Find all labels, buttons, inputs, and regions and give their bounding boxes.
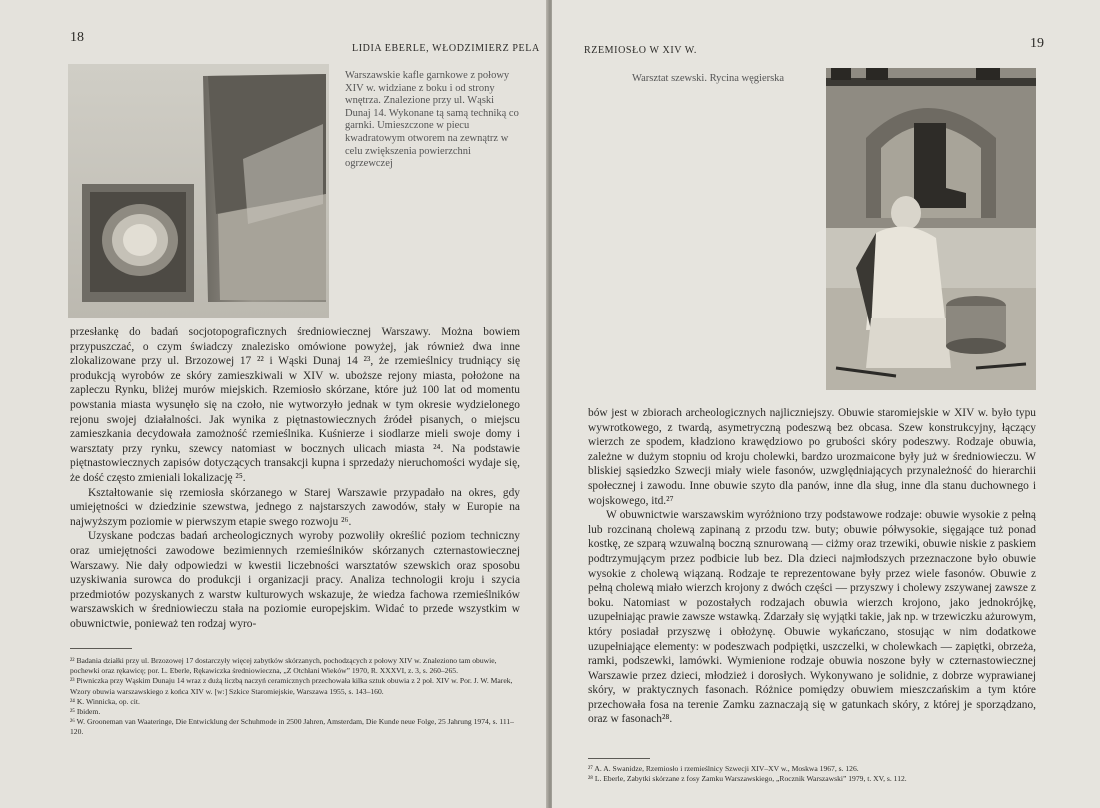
paragraph: Uzyskane podczas badań archeologicznych wyroby pozwoliły określić poziom techniczny oraz umiejętności zawodowe bezimiennych rzemieślników skórzanych czternastowiecznej Warszawy. Nie dały odpowiedzi w kwestii liczebności warsztatów szewskich oraz sposobu uzyskiwania surowca do produkcji i organizacji pracy. Analiza technologii kroju i szycia przedmiotów pozyskanych z warstw kulturowych wskazuje, że wiedza fachowa rzemieślników warszawskich w średniowieczu stała na poziomie europejskim. Widać to przede wszystkim w obuwnictwie, ponieważ ten rodzaj wyro- [70, 530, 520, 630]
footnote: ²⁷ A. A. Swanidze, Rzemiosło i rzemieślnicy Szwecji XIV–XV w., Moskwa 1967, s. 126. [588, 764, 859, 773]
shoemaker-engraving [826, 68, 1036, 390]
left-body-text [70, 325, 520, 631]
page-number-right: 19 [1030, 36, 1044, 51]
right-body-text [588, 406, 1036, 727]
page-number-left: 18 [70, 30, 84, 45]
paragraph: Kształtowanie się rzemiosła skórzanego w Starej Warszawie przypadało na okres, gdy umiejętności w dziedzinie szewstwa, jednego z najstarszych zawodów, stały w Europie na najwyższym poziomie w pierwszym etapie swego rozwoju ²⁶. [70, 486, 520, 528]
paragraph: W obuwnictwie warszawskim wyróżniono trzy podstawowe rodzaje: obuwie wysokie z pełną lub rozcinaną cholewą zapinaną z przodu tzw. buty; obuwie półwysokie, sięgające tuż ponad kostkę, ze szparą wzuwalną boczną sznurowaną — ciżmy oraz trzewiki, obuwie niskie z paskiem podtrzymującym przez podbicie lub bez. Dla dzieci najmłodszych przeznaczone było obuwie wysokie z cholewą wiązaną. Rodzaje te reprezentowane były przez wiele fasonów. Obuwie z pełną cholewą miało wierzch krojony z dwóch części — przyszwy i cholewy zszywanej zawsze z boku. Natomiast w pozostałych rodzajach obuwia wierzch krojono, jako jednokrójkę, uzupełniając prawie zawsze wstawką. Zdarzały się wyjątki takie, jak np. w trzewiczku ażurowym, który posiadał przyszwę i obłożynę. Obuwie wykańczano, stosując w nim dodatkowe uzupełniające elementy: w podeszwach podpiętki, uszczelki, w cholewkach — zapiętki, obrzeża, ramki, podszewki, lamówki. Wymienione rodzaje obuwia noszone były w czternastowiecznej Warszawie przez dzieci, młodzież i dorosłych. Wykonywano je solidnie, z dobrze wyprawianej skóry, w praktycznych fasonach. Różnice pomiędzy obuwiem mieszczańskim a tym które przechowała fosa na terenie Zamku zaznaczają się w gatunkach skóry, z której je sporządzano, oraz w fasonach²⁸. [588, 509, 1036, 726]
tiles-photo [68, 64, 329, 318]
left-footnotes [70, 656, 520, 738]
running-head-left: LIDIA EBERLE, WŁODZIMIERZ PELA [352, 43, 540, 54]
footnote: ²⁵ Ibidem. [70, 707, 101, 717]
tiles-caption: Warszawskie kafle garnkowe z połowy XIV w. widziane z boku i od strony wnętrza. Znalezione przy ul. Wąski Dunaj 14. Wykonane tą samą techniką co garnki. Umieszczone w piecu kwadratowym otworem na zewnątrz w celu zwiększenia powierzchni ogrzewczej [345, 70, 519, 170]
right-page [552, 0, 1100, 808]
footnote: ²⁴ K. Winnicka, op. cit. [70, 696, 140, 706]
engraving-caption: Warsztat szewski. Rycina węgierska [632, 73, 785, 84]
footnote-rule [70, 648, 132, 649]
right-footnotes [588, 764, 1036, 784]
paragraph: bów jest w zbiorach archeologicznych najliczniejszy. Obuwie staromiejskie w XIV w. było typu wywrotkowego, z twardą, asymetryczną podeszwą bez obcasa. Szew konstrukcyjny, łączący wierzch ze spodem, kładziono krawędziowo po grubości skóry podeszwy. Rodzaje obuwia, zależne w dużym stopniu od kroju cholewki, bardzo urozmaicone były już w średniowieczu. W bliskiej sąsiedzko Szwecji miały wiele fasonów, uzwględniających przynależność do hierarchii społecznej i zawodu. Inne obuwie szyto dla panów, inne dla sług, inne dla stanu duchownego i wojskowego, itd.²⁷ [588, 407, 1036, 507]
left-page [0, 0, 548, 808]
footnote: ²² Badania działki przy ul. Brzozowej 17 dostarczyły więcej zabytków skórzanych, pochodzących z połowy XIV w. Znaleziono tam obuwie, pochewki oraz rękawicę; por. L. Eberle, Rękawiczka średniowieczna, „Z Otchłani Wieków” 1970, R. XXXVI, z. 3, s. 260–265. [70, 656, 497, 676]
footnote-rule [588, 758, 650, 759]
paragraph: przesłankę do badań socjotopograficznych średniowiecznej Warszawy. Można bowiem przypuszczać, o czym świadczy znalezisko omówione powyżej, jak również dwa inne zlokalizowane przy ul. Brzozowej 17 ²² i Wąski Dunaj 14 ²³, że rzemieślnicy trudniący się produkcją wyrobów ze skóry zamieszkiwali w XIV w. uboższe rejony miasta, położone na zapleczu Rynku, bliżej murów miejskich. Rzemiosło skórzane, które już 100 lat od momentu powstania miasta wysunęło się na czoło, nie wytworzyło jednak w tym okresie wydzielonego rejonu swojej działalności. Jak wynika z piętnastowiecznych źródeł pisanych, o miejscu zamieszkania decydowała zamożność rzemieślnika. Kuśnierze i siodlarze mieli swoje domy i warsztaty przy rynku, szewcy natomiast w bocznych ulicach miasta ²⁴. Na podstawie piętnastowiecznych zapisów dotyczących transakcji kupna i sprzedaży nieruchomości wydaje się, że dość często zmieniali lokalizację ²⁵. [70, 326, 520, 484]
running-head-right: RZEMIOSŁO W XIV W. [584, 45, 698, 56]
footnote: ²³ Piwniczka przy Wąskim Dunaju 14 wraz z dużą liczbą naczyń ceramicznych przechowała kilka sztuk obuwia z 2 poł. XIV w. Por. J. W. Marek, Wzory obuwia warszawskiego z końca XIV w. [w:] Szkice Staromiejskie, Warszawa 1955, s. 143–160. [70, 676, 513, 696]
footnote: ²⁶ W. Grooneman van Waateringe, Die Entwicklung der Schuhmode in 2500 Jahren, Amsterdam, Die Kunde neue Folge, 25 Jahrung 1974, s. 111–120. [70, 717, 514, 737]
footnote: ²⁸ L. Eberle, Zabytki skórzane z fosy Zamku Warszawskiego, „Rocznik Warszawski” 1979, t. XV, s. 112. [588, 774, 907, 784]
